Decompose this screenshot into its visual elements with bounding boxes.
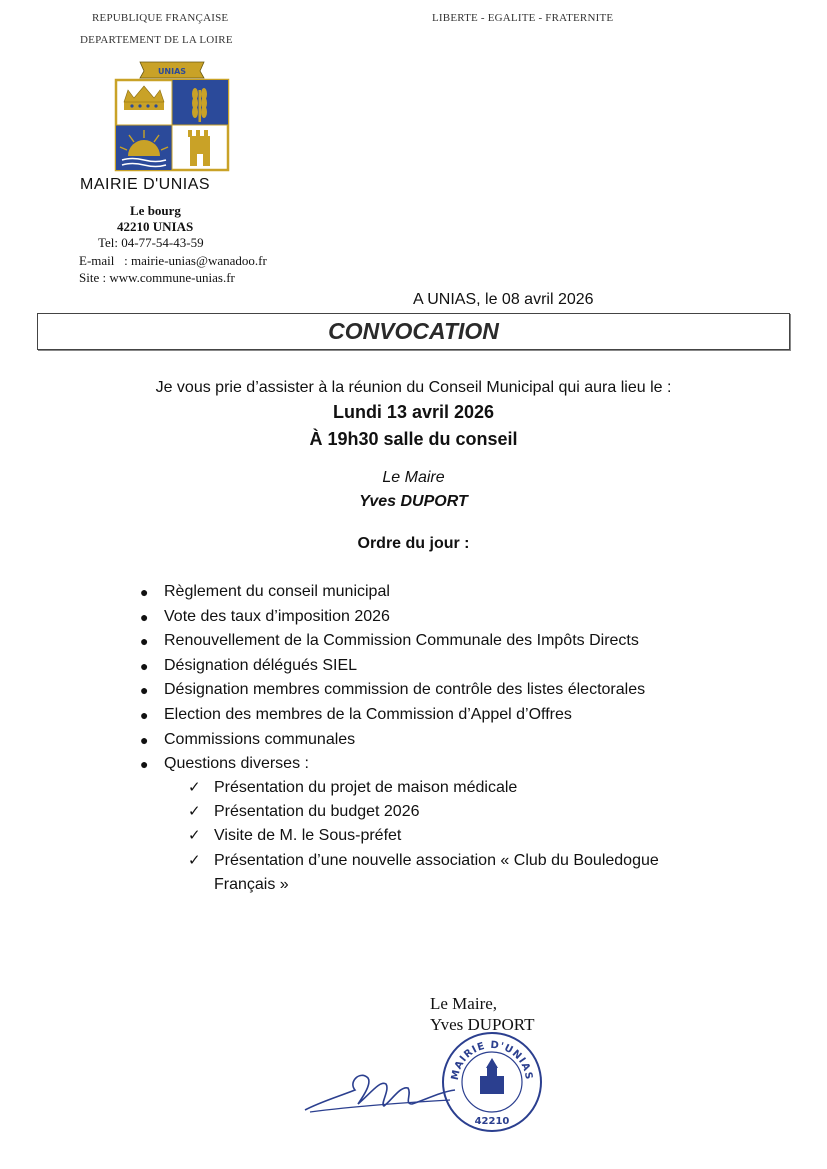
signatory-name: Yves DUPORT bbox=[359, 493, 468, 510]
wheat-icon bbox=[192, 88, 207, 122]
bullet-icon: ● bbox=[140, 731, 149, 748]
bullet-icon: ● bbox=[140, 657, 149, 674]
closing-role: Le Maire, bbox=[430, 994, 498, 1013]
handwritten-signature bbox=[300, 1060, 460, 1120]
website-line[interactable]: Site : www.commune-unias.fr bbox=[79, 270, 235, 285]
document-title: CONVOCATION bbox=[328, 318, 499, 344]
bullet-icon: ● bbox=[140, 706, 149, 723]
sub-agenda-item: ✓ Présentation du projet de maison médicale bbox=[188, 776, 718, 800]
bullet-icon: ● bbox=[140, 756, 149, 773]
agenda-item: ● Election des membres de la Commission d’Appel d’Offres bbox=[138, 703, 645, 728]
motto-header: LIBERTE - EGALITE - FRATERNITE bbox=[432, 12, 614, 24]
republic-header: REPUBLIQUE FRANÇAISE bbox=[92, 12, 229, 24]
bullet-icon: ● bbox=[140, 608, 149, 625]
official-stamp bbox=[440, 1030, 544, 1134]
bullet-icon: ● bbox=[140, 682, 149, 699]
intro-text: Je vous prie d’assister à la réunion du Conseil Municipal qui aura lieu le : bbox=[155, 379, 672, 396]
agenda-item: ● Règlement du conseil municipal bbox=[138, 580, 645, 605]
checkmark-icon: ✓ bbox=[188, 827, 201, 845]
agenda-title: Ordre du jour : bbox=[357, 535, 470, 552]
tower-icon bbox=[188, 130, 210, 166]
agenda-item: ● Commissions communales bbox=[138, 728, 645, 753]
agenda-item: ● Désignation membres commission de contrôle des listes électorales bbox=[138, 678, 645, 703]
closing-name: Yves DUPORT bbox=[430, 1015, 535, 1034]
date-line: A UNIAS, le 08 avril 2026 bbox=[413, 291, 594, 308]
agenda-item: ● Désignation délégués SIEL bbox=[138, 654, 645, 679]
bullet-icon: ● bbox=[140, 584, 149, 600]
meeting-date: Lundi 13 avril 2026 bbox=[332, 402, 495, 422]
meeting-time: À 19h30 salle du conseil bbox=[309, 429, 518, 449]
agenda-item: ● Renouvellement de la Commission Communale des Impôts Directs bbox=[138, 629, 645, 654]
sub-agenda-item: ✓ Présentation d’une nouvelle association « Club du Bouledogue Français » bbox=[188, 849, 718, 897]
email-line bbox=[79, 253, 267, 269]
email-label: E-mail bbox=[79, 253, 115, 268]
bullet-icon: ● bbox=[140, 633, 149, 650]
municipal-crest bbox=[112, 58, 232, 173]
sub-agenda-item: ✓ Présentation du budget 2026 bbox=[188, 800, 718, 824]
checkmark-icon: ✓ bbox=[188, 779, 201, 796]
agenda-item: ● Vote des taux d’imposition 2026 bbox=[138, 605, 645, 630]
mairie-name: MAIRIE D'UNIAS bbox=[80, 176, 211, 193]
stamp-postcode: 42210 bbox=[474, 1116, 510, 1127]
address-line-2: 42210 UNIAS bbox=[117, 219, 194, 234]
agenda-list bbox=[138, 580, 645, 777]
checkmark-icon: ✓ bbox=[188, 851, 201, 869]
department-header: DEPARTEMENT DE LA LOIRE bbox=[80, 34, 233, 46]
checkmark-icon: ✓ bbox=[188, 803, 201, 821]
sub-agenda-item: ✓ Visite de M. le Sous-préfet bbox=[188, 824, 718, 848]
email-address[interactable]: : mairie-unias@wanadoo.fr bbox=[124, 253, 267, 268]
title-box bbox=[37, 313, 790, 350]
stamp-emblem-icon bbox=[480, 1058, 504, 1094]
signatory-role: Le Maire bbox=[382, 469, 445, 486]
agenda-item: ● Questions diverses : bbox=[138, 752, 645, 777]
stamp-ring-text: MAIRIE D'UNIAS bbox=[449, 1039, 535, 1082]
crest-banner-text: UNIAS bbox=[157, 67, 187, 76]
address-line-1: Le bourg bbox=[130, 203, 181, 218]
sub-agenda-list bbox=[188, 776, 718, 897]
phone-number: Tel: 04-77-54-43-59 bbox=[98, 235, 204, 250]
